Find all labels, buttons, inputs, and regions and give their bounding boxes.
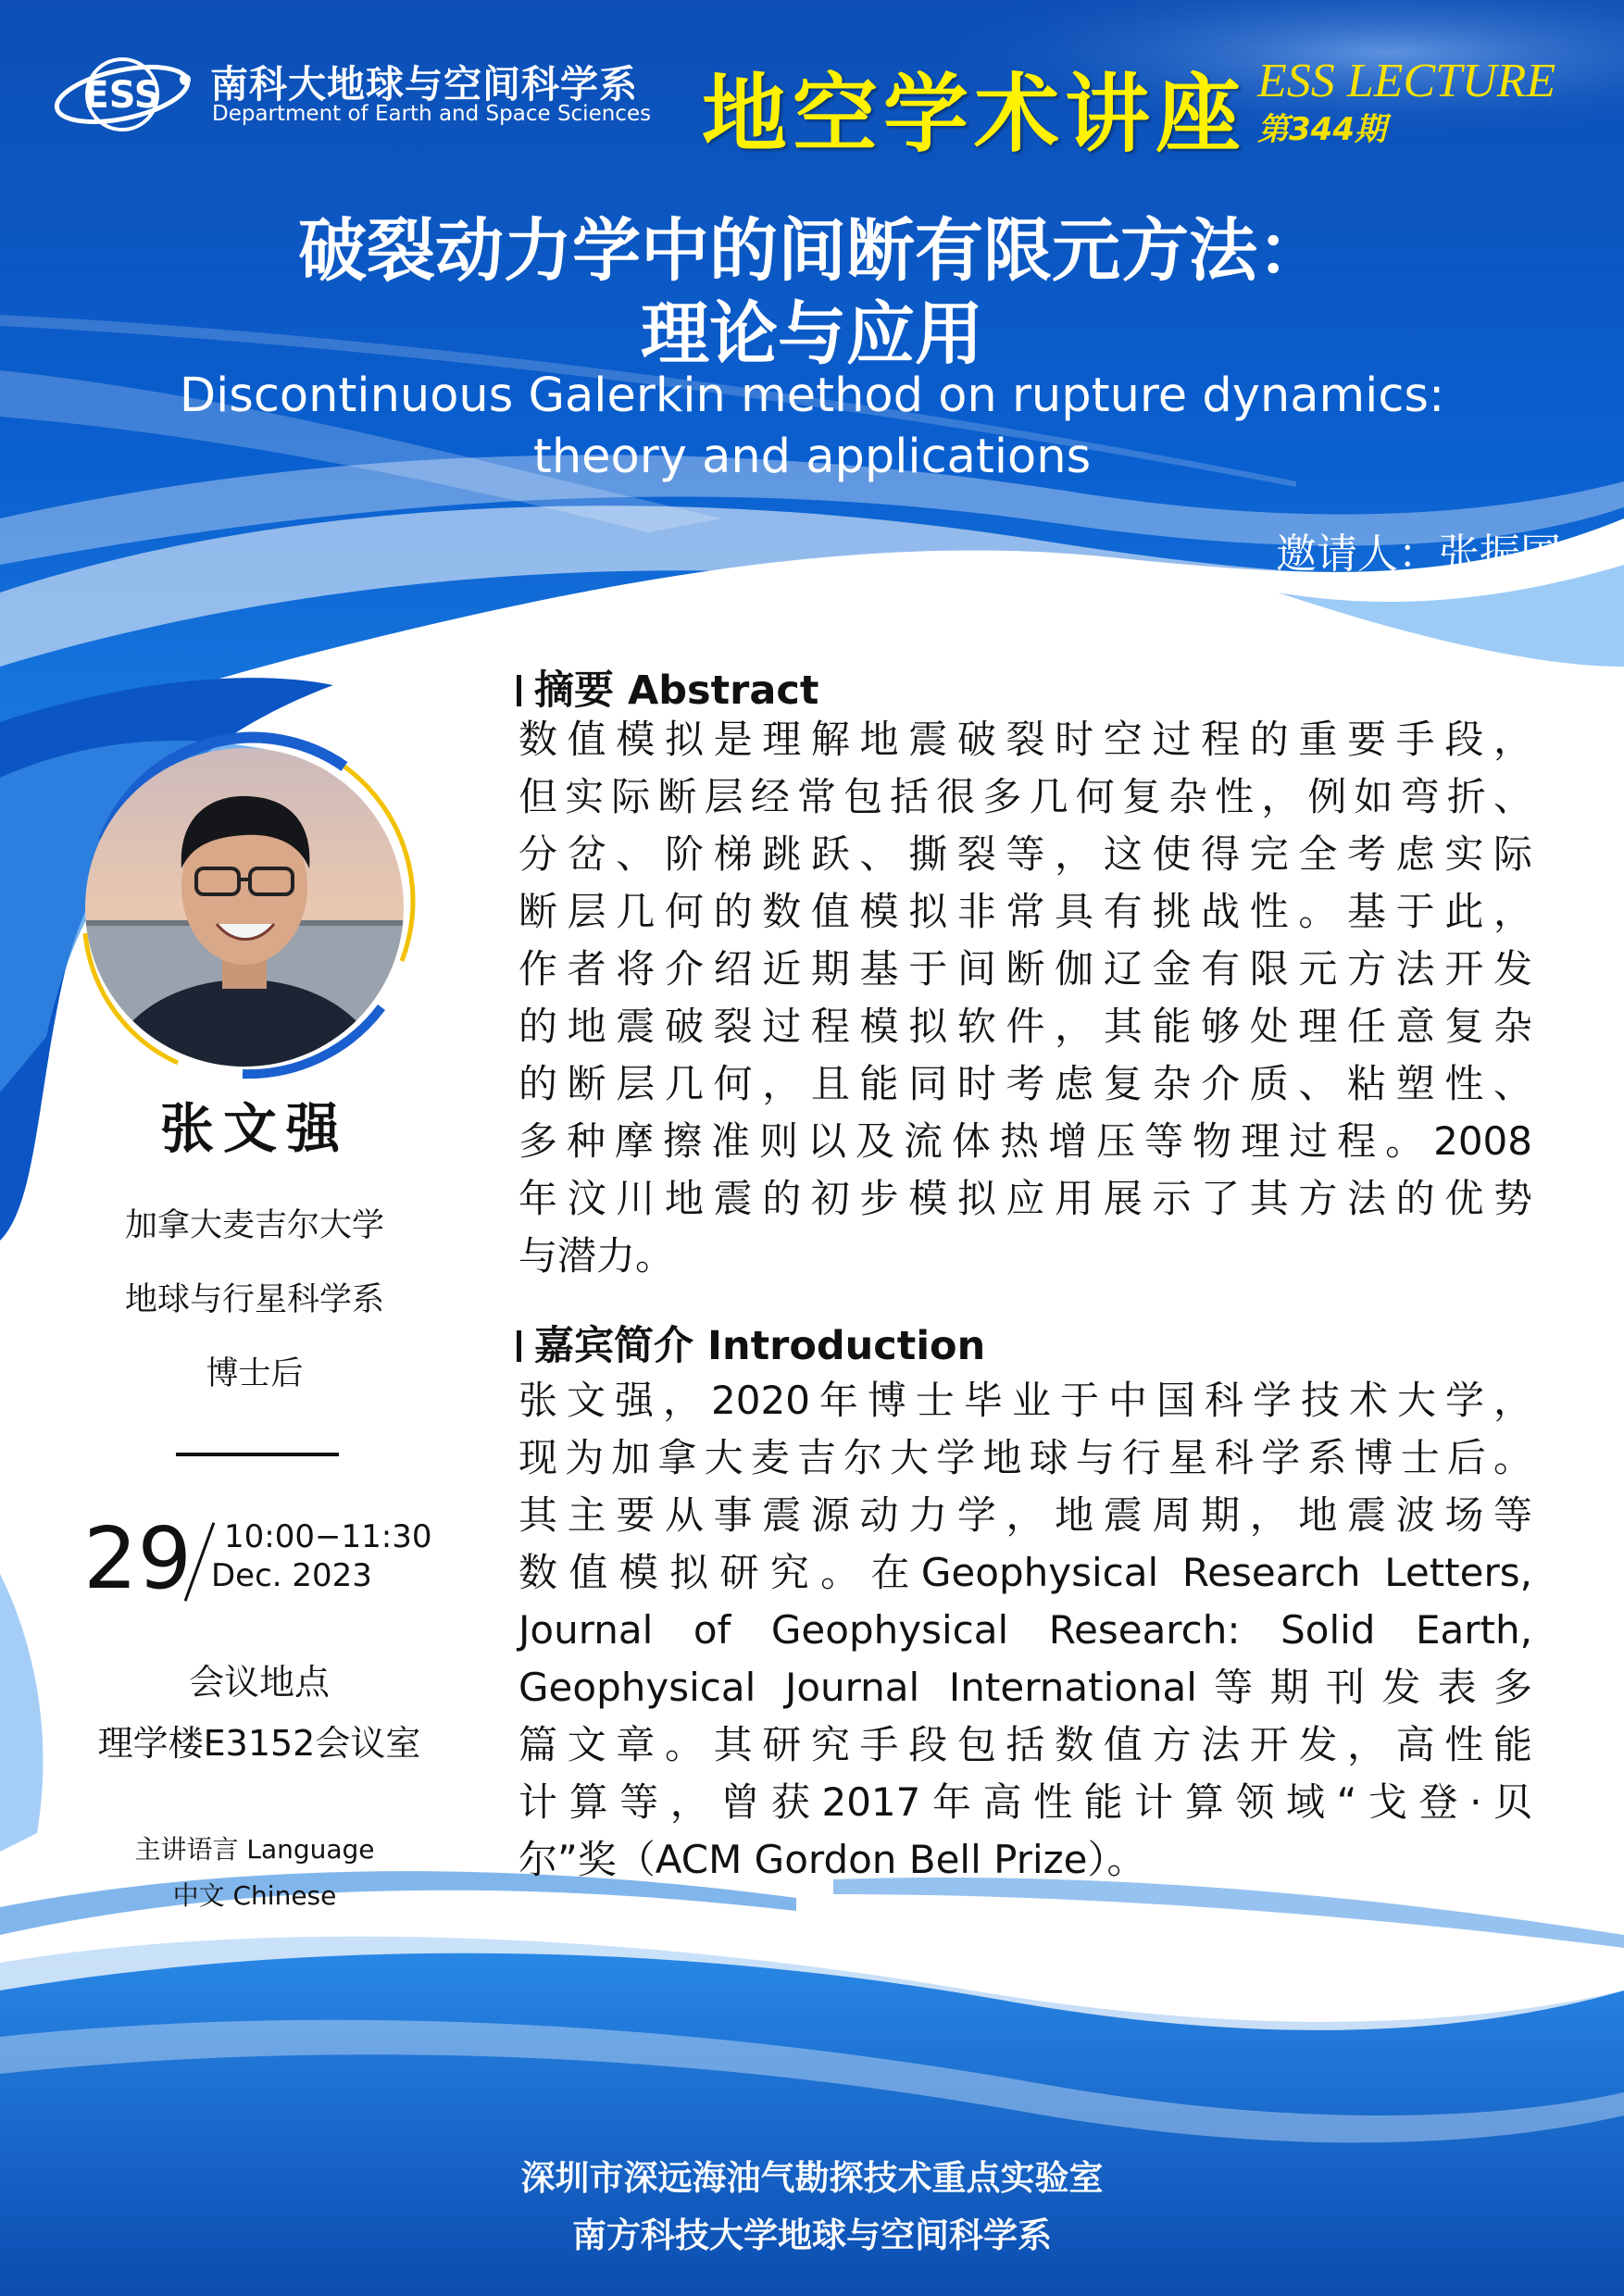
abstract-line: 但实际断层经常包括很多几何复杂性，例如弯折、 bbox=[518, 774, 1532, 819]
abstract-line: 多种摩擦准则以及流体热增压等物理过程。2008 bbox=[518, 1118, 1532, 1164]
speaker-name: 张文强 bbox=[159, 1097, 349, 1160]
footer-department-name: 南方科技大学地球与空间科学系 bbox=[572, 2215, 1052, 2255]
abstract-line: 断层几何的数值模拟非常具有挑战性。基于此， bbox=[518, 889, 1532, 934]
talk-title-en-line1: Discontinuous Galerkin method on rupture dynamics: bbox=[179, 368, 1445, 423]
abstract-line: 的地震破裂过程模拟软件，其能够处理任意复杂 bbox=[518, 1004, 1532, 1049]
lecture-series-en: ESS LECTURE bbox=[1257, 55, 1556, 107]
introduction-line: 尔”奖（ACM Gordon Bell Prize）。 bbox=[518, 1837, 1146, 1882]
introduction-line: 现为加拿大麦吉尔大学地球与行星科学系博士后。 bbox=[518, 1435, 1532, 1480]
heading-bar-icon bbox=[517, 675, 521, 706]
divider bbox=[176, 1453, 339, 1456]
venue-label: 会议地点 bbox=[188, 1662, 330, 1703]
venue: 理学楼E3152会议室 bbox=[97, 1723, 421, 1764]
department-name-en: Department of Earth and Space Sciences bbox=[212, 102, 652, 126]
introduction-line: 数值模拟研究。在Geophysical Research Letters, bbox=[518, 1550, 1532, 1595]
abstract-line: 分岔、阶梯跳跃、撕裂等，这使得完全考虑实际 bbox=[518, 831, 1532, 877]
lecture-series-title: 地空学术讲座 bbox=[702, 64, 1247, 164]
speaker-affiliation-position: 博士后 bbox=[206, 1355, 304, 1392]
introduction-line: 张文强，2020年博士毕业于中国科学技术大学， bbox=[518, 1378, 1532, 1423]
abstract-line: 与潜力。 bbox=[518, 1233, 675, 1279]
introduction-line: Geophysical Journal International等期刊发表多 bbox=[518, 1665, 1532, 1710]
introduction-line: Journal of Geophysical Research: Solid Earth, bbox=[518, 1607, 1532, 1653]
abstract-heading-text: 摘要 Abstract bbox=[534, 668, 819, 714]
talk-title-cn-line2: 理论与应用 bbox=[641, 294, 983, 374]
talk-title-cn-line1: 破裂动力学中的间断有限元方法： bbox=[298, 211, 1326, 291]
language: 中文 Chinese bbox=[172, 1880, 337, 1911]
event-day: 29 bbox=[83, 1509, 193, 1608]
introduction-line: 计算等，曾获2017年高性能计算领域“戈登·贝 bbox=[518, 1779, 1532, 1825]
lecture-issue-number: 第344期 bbox=[1257, 111, 1386, 148]
inviter: 邀请人：张振国 bbox=[1276, 530, 1561, 578]
introduction-body bbox=[518, 1372, 1532, 1889]
introduction-heading-text: 嘉宾简介 Introduction bbox=[534, 1323, 986, 1369]
abstract-line: 的断层几何，且能同时考虑复杂介质、粘塑性、 bbox=[518, 1061, 1532, 1106]
language-label: 主讲语言 Language bbox=[134, 1834, 375, 1865]
footer-lab-name: 深圳市深远海油气勘探技术重点实验室 bbox=[520, 2158, 1104, 2198]
ess-logo-icon bbox=[48, 48, 196, 141]
abstract-line: 作者将介绍近期基于间断伽辽金有限元方法开发 bbox=[518, 946, 1532, 992]
logo-text: ESS bbox=[83, 74, 161, 117]
abstract-line: 年汶川地震的初步模拟应用展示了其方法的优势 bbox=[518, 1176, 1532, 1221]
heading-bar-icon bbox=[517, 1330, 521, 1362]
speaker-affiliation-university: 加拿大麦吉尔大学 bbox=[124, 1207, 384, 1244]
talk-title-en-line2: theory and applications bbox=[532, 430, 1092, 484]
introduction-heading bbox=[517, 1315, 985, 1371]
speaker-affiliation-department: 地球与行星科学系 bbox=[124, 1281, 384, 1318]
abstract-body bbox=[518, 711, 1532, 1285]
event-time: 10:00−11:30 bbox=[224, 1518, 432, 1555]
speaker-photo bbox=[67, 730, 422, 1085]
introduction-line: 篇文章。其研究手段包括数值方法开发，高性能 bbox=[518, 1722, 1532, 1767]
introduction-line: 其主要从事震源动力学，地震周期，地震波场等 bbox=[518, 1492, 1532, 1538]
department-name-cn: 南科大地球与空间科学系 bbox=[210, 62, 638, 106]
abstract-heading bbox=[517, 659, 818, 716]
department-logo-block bbox=[48, 48, 659, 141]
event-month-year: Dec. 2023 bbox=[211, 1557, 372, 1594]
abstract-line: 数值模拟是理解地震破裂时空过程的重要手段， bbox=[518, 717, 1532, 762]
